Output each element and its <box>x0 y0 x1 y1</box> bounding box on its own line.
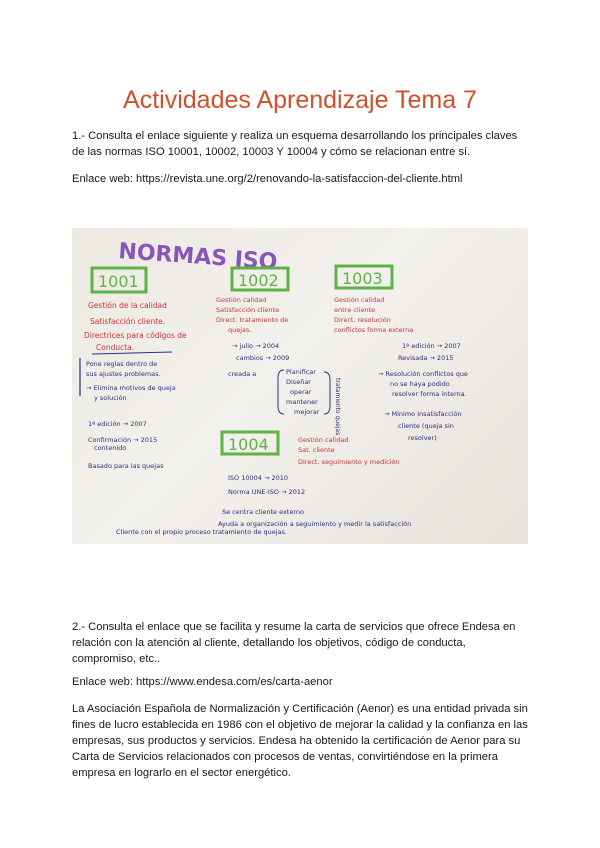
answer-2-body <box>72 701 532 781</box>
bracket-1001 <box>86 360 176 402</box>
notes-1003 <box>334 296 413 334</box>
note-1001-3: Directrices para códigos de <box>84 331 187 340</box>
list-1002-2: Diseñar <box>286 378 311 386</box>
notes-1004-extra <box>116 508 411 536</box>
answer-2-line-1: La Asociación Española de Normalización y Certificación (Aenor) es una entidad privada sin <box>72 703 528 715</box>
note-1001-4: Conducta. <box>96 343 135 352</box>
list-1002-3: operar <box>290 388 312 396</box>
bracket-1001-1: Pone reglas dentro de <box>86 360 158 368</box>
note-1002-2: Satisfacción cliente <box>216 306 280 314</box>
dates-1004 <box>228 474 305 496</box>
note-1003-4: conflictos forma externa <box>334 326 414 334</box>
box-1004: 1004 <box>228 435 269 454</box>
answer-2-line-2: fines de lucro establecida en 1986 con el objetivo de mejorar la calidad y la confianza en las <box>72 719 528 731</box>
dates-1003 <box>398 342 461 362</box>
creates-1002: creada a <box>228 370 257 378</box>
bracket-1001-3: → Elimina motivos de queja <box>86 384 176 392</box>
note-1004-1: Gestión calidad <box>298 436 349 444</box>
sketch-heading: NORMAS ISO <box>117 239 279 276</box>
bracket-1001-2: sus ajustes problemas. <box>86 370 161 378</box>
extra-1003-1: → Resolución conflictos que <box>378 370 468 378</box>
note-1004-3: Direct. seguimiento y medición <box>298 458 400 466</box>
answer-2-line-4: Carta de Servicios relacionados con procesos de ventas, convirtiéndose en la primera <box>72 751 498 763</box>
side-1002: tratamiento quejas <box>334 378 341 436</box>
dates-1002 <box>232 342 289 362</box>
footer-1001: Basado para las quejas <box>88 462 164 470</box>
note-1002-1: Gestión calidad <box>216 296 267 304</box>
question-1 <box>72 128 532 160</box>
question-1-line-2: de las normas ISO 10001, 10002, 10003 Y 10004 y cómo se relacionan entre sí. <box>72 146 471 158</box>
answer-2-line-3: empresas, sus productos y servicios. Endesa ha obtenido la certificación de Aenor para su <box>72 735 521 747</box>
dates-1001 <box>88 420 157 452</box>
notes-1002 <box>216 296 288 334</box>
notes-1003-extra <box>378 370 468 442</box>
note-1001-1: Gestión de la calidad <box>88 301 167 310</box>
note-1001-2: Satisfacción cliente. <box>90 317 166 326</box>
question-2-line-1: 2.- Consulta el enlace que se facilita y resume la carta de servicios que ofrece Endesa en <box>72 621 516 633</box>
list-1002-1: Planificar <box>286 368 316 376</box>
handwritten-diagram <box>72 228 528 544</box>
date-1003-2: Revisada → 2015 <box>398 354 454 362</box>
date-1001-3: contenido <box>94 444 127 452</box>
extra-1003-4: → Mínimo insatisfacción <box>384 410 462 418</box>
page-title: Actividades Aprendizaje Tema 7 <box>123 86 477 114</box>
question-2 <box>72 619 532 667</box>
list-1002-4: mantener <box>286 398 318 406</box>
date-1004-2: Norma UNE-ISO → 2012 <box>228 488 306 496</box>
box-1003: 1003 <box>342 269 383 288</box>
date-1003-1: 1ª edición → 2007 <box>402 342 461 350</box>
list-1002-5: mejorar <box>294 408 320 416</box>
bracket-1001-4: y solución <box>94 394 127 402</box>
extra-1003-2: no se haya podido <box>390 380 450 388</box>
date-1004-1: ISO 10004 → 2010 <box>228 474 289 482</box>
note-1003-1: Gestión calidad <box>334 296 385 304</box>
extra-1004-3: Cliente con el propio proceso tratamiento de quejas. <box>116 528 287 536</box>
list-1002 <box>286 368 320 416</box>
notes-1004 <box>298 436 400 466</box>
date-1001-2: Confirmación → 2015 <box>88 436 158 444</box>
extra-1004-1: Se centra cliente externo <box>222 508 305 516</box>
box-1001: 1001 <box>98 272 139 291</box>
question-1-link[interactable]: Enlace web: https://revista.une.org/2/renovando-la-satisfaccion-del-cliente.html <box>72 173 463 185</box>
extra-1003-3: resolver forma interna. <box>392 390 467 398</box>
extra-1003-5: cliente (queja sin <box>398 422 454 430</box>
answer-2-line-5: empresa en lograrlo en el sector energético. <box>72 767 291 779</box>
note-1002-3: Direct. tratamiento de <box>216 316 289 324</box>
date-1002-1: → julio → 2004 <box>232 342 280 350</box>
note-1004-2: Sat. cliente <box>298 446 335 454</box>
question-1-line-1: 1.- Consulta el enlace siguiente y realiza un esquema desarrollando los principales claves <box>72 130 518 142</box>
handwritten-diagram-photo <box>72 228 528 544</box>
date-1002-2: cambios → 2009 <box>236 354 290 362</box>
date-1001-1: 1ª edición → 2007 <box>88 420 147 428</box>
box-1002: 1002 <box>238 271 279 290</box>
note-1003-2: entre cliente <box>334 306 376 314</box>
extra-1004-2: Ayuda a organización a seguimiento y medir la satisfacción <box>218 520 412 528</box>
note-1002-4: quejas. <box>228 326 252 334</box>
extra-1003-6: resolver) <box>408 434 437 442</box>
note-1003-3: Direct. resolución <box>334 316 391 324</box>
notes-1001 <box>84 301 187 352</box>
question-2-line-2: relación con la atención al cliente, detallando los objetivos, código de conducta, <box>72 637 466 649</box>
question-2-link[interactable]: Enlace web: https://www.endesa.com/es/carta-aenor <box>72 676 333 688</box>
question-2-line-3: compromiso, etc.. <box>72 653 161 665</box>
